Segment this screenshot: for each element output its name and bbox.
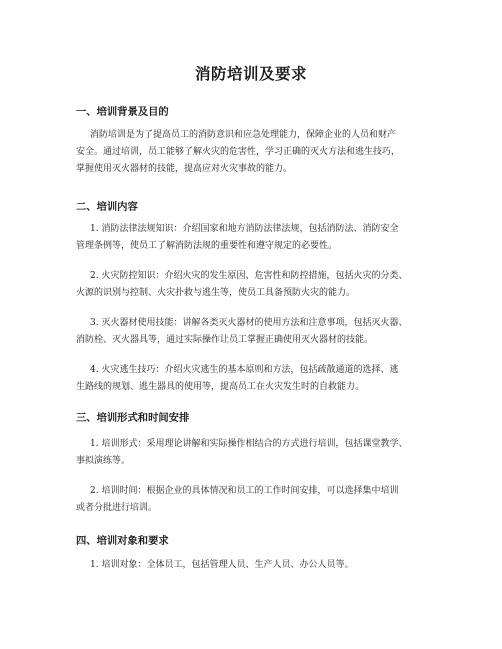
paragraph-line: 掌握使用灭火器材的技能，提高应对火灾事故的能力。 — [76, 164, 293, 174]
paragraph-line: 2. 火灾防控知识：介绍火灾的发生原因、危害性和防控措施，包括火灾的分类、 — [90, 271, 408, 281]
paragraph-line: 4. 火灾逃生技巧：介绍火灾逃生的基本原则和方法，包括疏散通道的选择、逃 — [90, 365, 399, 375]
paragraph-line: 安全。通过培训，员工能够了解火灾的危害性，学习正确的灭火方法和逃生技巧， — [76, 147, 401, 157]
paragraph-line: 1. 培训形式：采用理论讲解和实际操作相结合的方式进行培训，包括课堂教学、 — [90, 439, 408, 449]
paragraph-line: 火源的识别与控制、火灾扑救与逃生等，使员工具备预防火灾的能力。 — [76, 288, 356, 298]
page-title: 消防培训及要求 — [194, 65, 307, 83]
paragraph-line: 生路线的规划、逃生器具的使用等，提高员工在火灾发生时的自救能力。 — [76, 382, 365, 392]
section-heading: 三、培训形式和时间安排 — [76, 412, 190, 424]
paragraph-line: 1. 消防法律法规知识：介绍国家和地方消防法律法规，包括消防法、消防安全 — [90, 224, 399, 234]
paragraph-line: 或者分批进行培训。 — [76, 503, 158, 513]
paragraph-line: 2. 培训时间：根据企业的具体情况和员工的工作时间安排，可以选择集中培训 — [90, 486, 399, 496]
section-heading: 二、培训内容 — [76, 201, 138, 213]
section-heading: 四、培训对象和要求 — [76, 535, 169, 547]
paragraph-line: 消防培训是为了提高员工的消防意识和应急处理能力，保障企业的人员和财产 — [90, 130, 397, 140]
paragraph-line: 3. 灭火器材使用技能：讲解各类灭火器材的使用方法和注意事项，包括灭火器、 — [90, 318, 408, 328]
paragraph-line: 1. 培训对象：全体员工，包括管理人员、生产人员、办公人员等。 — [90, 560, 354, 570]
paragraph-line: 消防栓、灭火器具等，通过实际操作让员工掌握正确使用灭火器材的技能。 — [76, 335, 374, 345]
section-heading: 一、培训背景及目的 — [76, 106, 169, 118]
paragraph-line: 管理条例等，使员工了解消防法规的重要性和遵守规定的必要性。 — [76, 241, 338, 251]
paragraph-line: 事拟演练等。 — [76, 456, 131, 466]
